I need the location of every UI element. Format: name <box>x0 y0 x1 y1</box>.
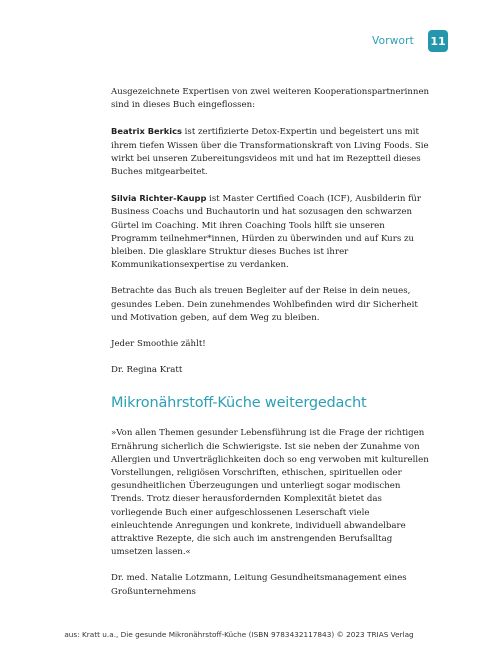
page-number-badge: 11 <box>428 30 448 52</box>
contributor-paragraph-richter-kaupp <box>111 192 433 272</box>
intro-paragraph: Ausgezeichnete Expertisen von zwei weiteren Kooperationspartnerinnen sind in dieses Buch eingeflossen: <box>111 87 430 111</box>
quote-author: Dr. med. Natalie Lotzmann, Leitung Gesundheitsmanagement eines Großunternehmens <box>111 573 407 597</box>
signature: Dr. Regina Kratt <box>111 365 183 376</box>
contributor-text: ist Master Certified Coach (ICF), Ausbilderin für Business Coachs und Buchautorin und hat sozusagen den schwarzen Gürtel im Coaching. Mit ihren Coaching Tools hilft sie unseren Programm teilnehmer*innen, Hürden zu überwinden und auf Kurs zu bleiben. Die glasklare Struktur dieses Buches ist ihrer Kommunikationsexpertise zu verdanken. <box>111 194 421 271</box>
quote-paragraph: »Von allen Themen gesunder Lebensführung ist die Frage der richtigen Ernährung sicherlich die Schwierigste. Ist sie neben der Zunahme von Allergien und Unverträglichkeiten doch so eng verwoben mit kulturellen Vorstellungen, religiösen Vorschriften, ethischen, spirituellen oder gesundheitlichen Überzeugungen und unterliegt sogar modischen Trends. Trotz dieser herausfordernden Komplexität bietet das vorliegende Buch einer aufgeschlossenen Leserschaft viele einleuchtende Anregungen und konkrete, individuell abwandelbare attraktive Rezepte, die sich auch im anstrengenden Berufsalltag umsetzen lassen.« <box>111 428 429 558</box>
smoothie-paragraph: Jeder Smoothie zählt! <box>111 339 206 350</box>
contributor-name: Beatrix Berkics <box>111 126 182 137</box>
contributor-text: ist zertifizierte Detox-Expertin und begeistert uns mit ihrem tiefen Wissen über die Transformationskraft von Living Foods. Sie wirkt bei unseren Zubereitungsvideos mit und hat im Rezeptteil dieses Buches mitgearbeitet. <box>111 127 429 178</box>
companion-paragraph: Betrachte das Buch als treuen Begleiter auf der Reise in dein neues, gesundes Leben. Dein zunehmendes Wohlbefinden wird dir Sicherheit und Motivation geben, auf dem Weg zu bleiben. <box>111 286 418 323</box>
contributor-paragraph-berkics <box>111 125 433 179</box>
page-header <box>372 30 448 52</box>
section-heading: Mikronährstoff-Küche weitergedacht <box>111 395 367 412</box>
page-footer: aus: Kratt u.a., Die gesunde Mikronährstoff-Küche (ISBN 9783432117843) © 2023 TRIAS Verlag <box>64 630 414 639</box>
section-title: Vorwort <box>372 35 414 47</box>
contributor-name: Silvia Richter-Kaupp <box>111 193 207 204</box>
page-content <box>111 86 433 612</box>
